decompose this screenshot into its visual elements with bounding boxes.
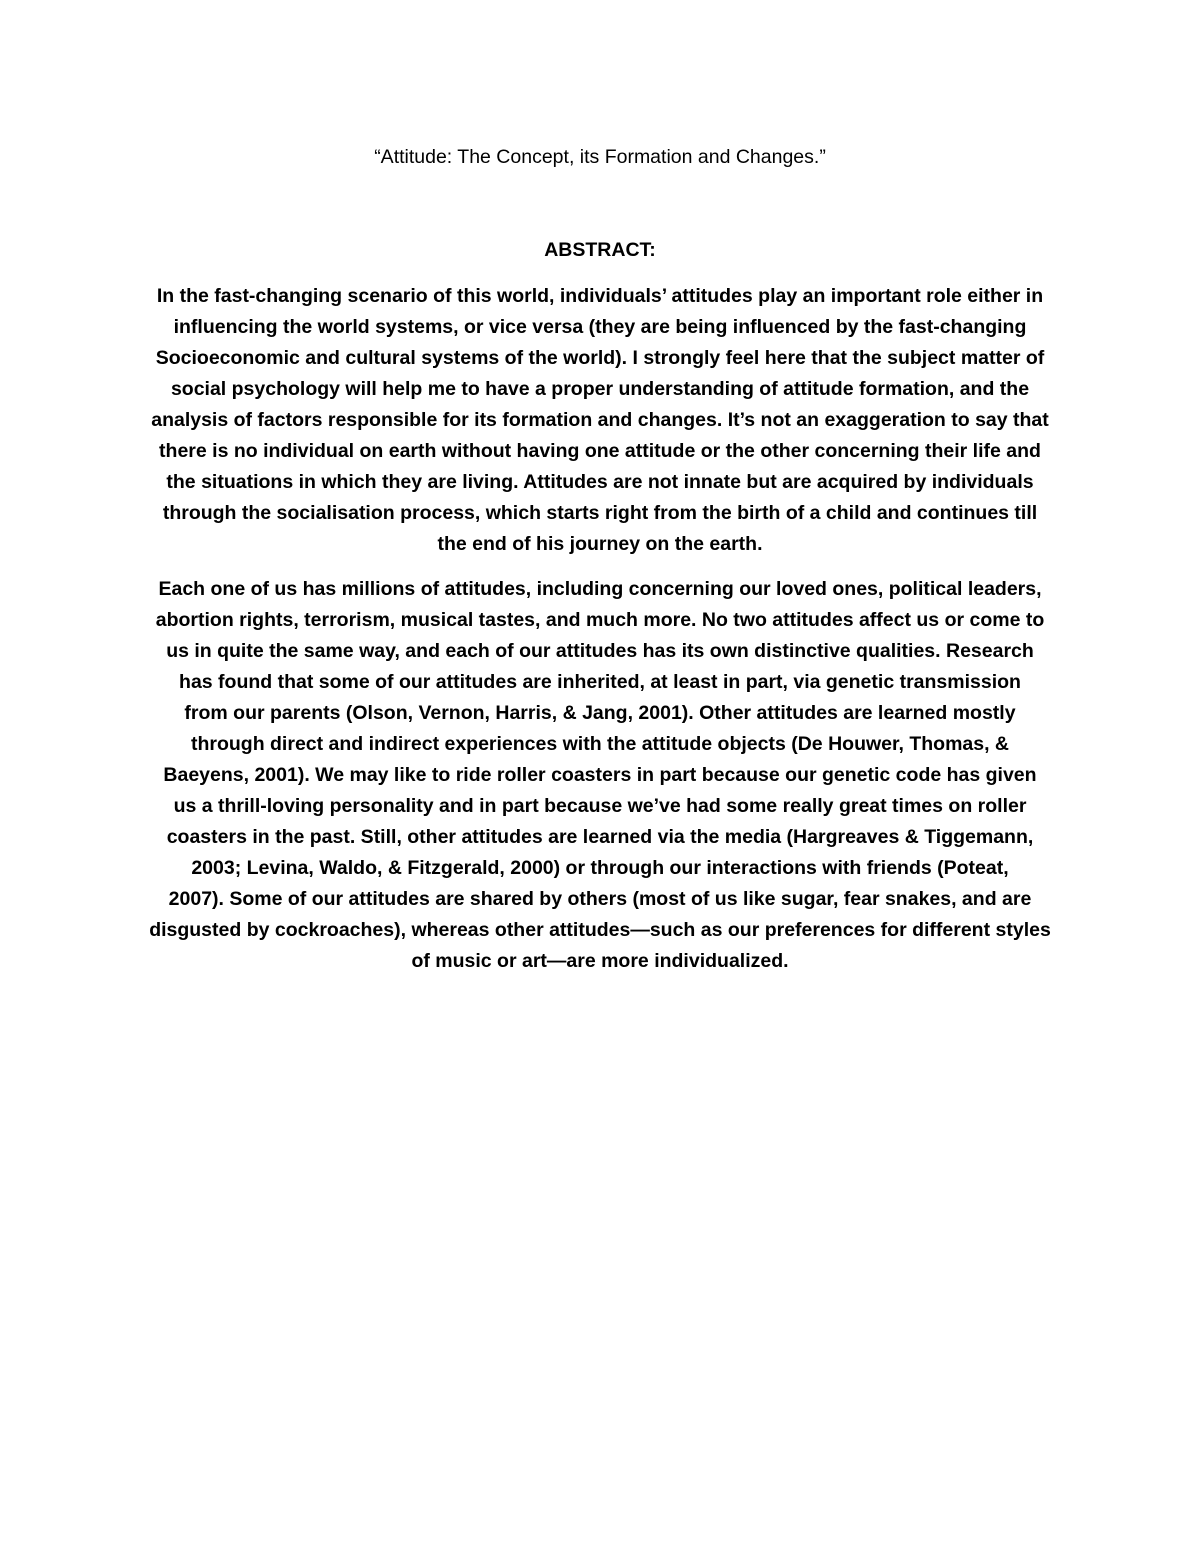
text-line: through the socialisation process, which starts right from the birth of a child and continues till xyxy=(162,502,1038,524)
paragraph-1 xyxy=(138,281,1062,560)
text-line: social psychology will help me to have a proper understanding of attitude formation, and the xyxy=(170,378,1030,400)
text-line: there is no individual on earth without having one attitude or the other concerning their life and xyxy=(159,440,1041,462)
text-line: us in quite the same way, and each of our attitudes has its own distinctive qualities. Research xyxy=(166,640,1034,662)
abstract-heading: ABSTRACT: xyxy=(544,239,656,261)
text-line: Socioeconomic and cultural systems of the world). I strongly feel here that the subject matter of xyxy=(155,347,1045,369)
text-line: 2007). Some of our attitudes are shared by others (most of us like sugar, fear snakes, and are xyxy=(168,888,1032,910)
text-line: analysis of factors responsible for its formation and changes. It’s not an exaggeration to say that xyxy=(151,409,1049,431)
text-line: has found that some of our attitudes are inherited, at least in part, via genetic transmission xyxy=(179,671,1021,693)
text-line: Each one of us has millions of attitudes, including concerning our loved ones, political leaders, xyxy=(158,578,1042,600)
text-line: us a thrill-loving personality and in part because we’ve had some really great times on roller xyxy=(173,795,1027,817)
text-line: Baeyens, 2001). We may like to ride roller coasters in part because our genetic code has given xyxy=(163,764,1037,786)
abstract-body xyxy=(138,281,1062,991)
text-line: disgusted by cockroaches), whereas other attitudes—such as our preferences for different styles xyxy=(149,919,1051,941)
text-line: from our parents (Olson, Vernon, Harris, & Jang, 2001). Other attitudes are learned mostly xyxy=(184,702,1016,724)
text-line: the situations in which they are living. Attitudes are not innate but are acquired by individuals xyxy=(166,471,1034,493)
text-line: influencing the world systems, or vice versa (they are being influenced by the fast-changing xyxy=(173,316,1027,338)
text-line: abortion rights, terrorism, musical tastes, and much more. No two attitudes affect us or come to xyxy=(155,609,1045,631)
text-line: 2003; Levina, Waldo, & Fitzgerald, 2000) or through our interactions with friends (Poteat, xyxy=(191,857,1009,879)
text-line: of music or art—are more individualized. xyxy=(411,950,789,972)
text-line: the end of his journey on the earth. xyxy=(437,533,763,555)
document-title: “Attitude: The Concept, its Formation and Changes.” xyxy=(374,146,826,168)
paragraph-2 xyxy=(138,574,1062,977)
text-line: through direct and indirect experiences with the attitude objects (De Houwer, Thomas, & xyxy=(190,733,1010,755)
text-line: coasters in the past. Still, other attitudes are learned via the media (Hargreaves & Tiggemann, xyxy=(166,826,1034,848)
text-line: In the fast-changing scenario of this world, individuals’ attitudes play an important role either in xyxy=(156,285,1044,307)
